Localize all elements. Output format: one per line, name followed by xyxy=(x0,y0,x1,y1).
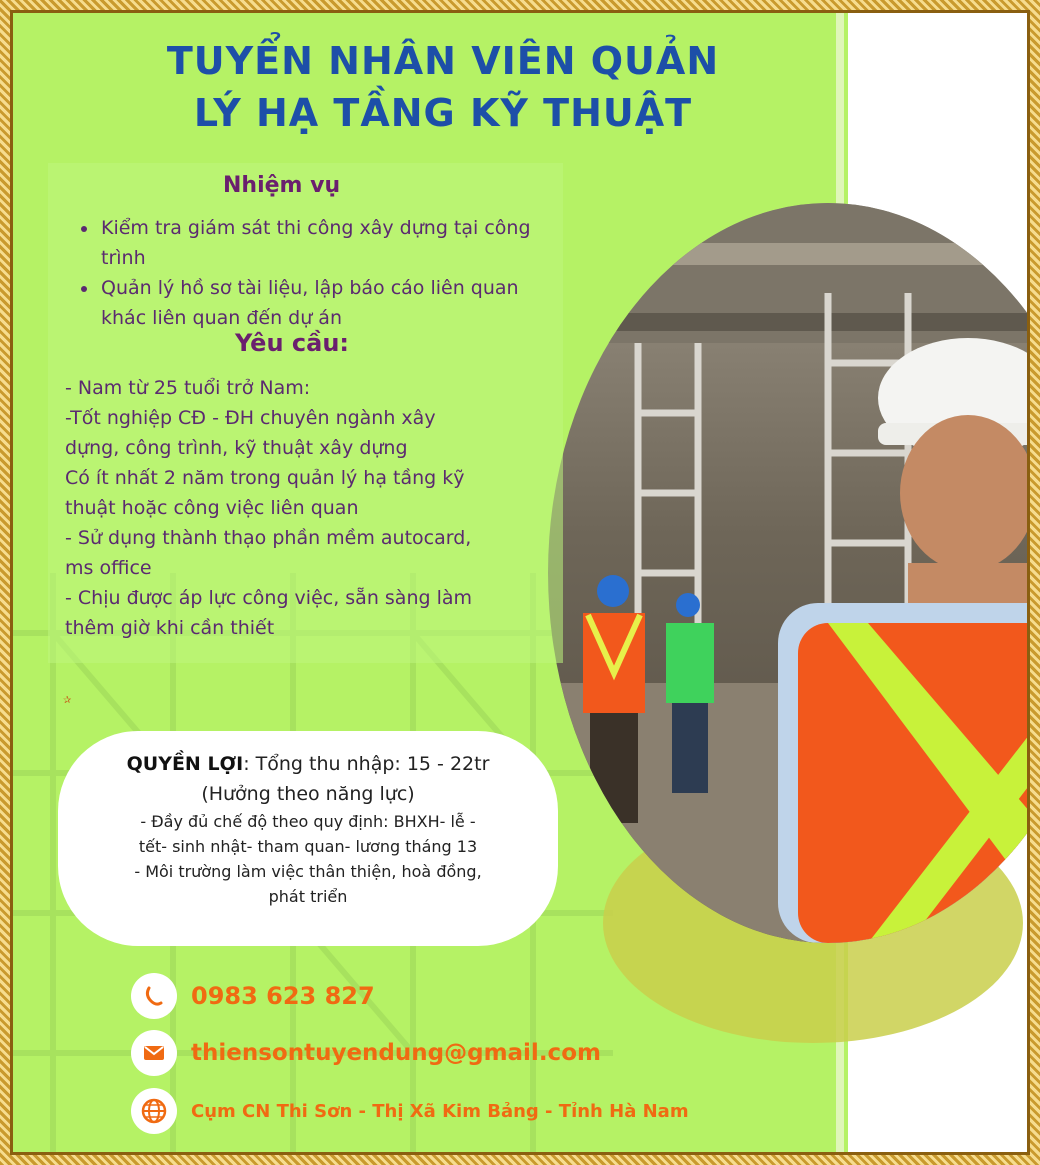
benefits-label: QUYỀN LỢI xyxy=(126,753,244,775)
benefit-line: tết- sinh nhật- tham quan- lương tháng 13 xyxy=(138,837,478,856)
duties-heading: Nhiệm vụ xyxy=(223,173,341,198)
contact-email[interactable]: thiensontuyendung@gmail.com xyxy=(191,1040,601,1066)
requirement-line: - Chịu được áp lực công việc, sẵn sàng làm xyxy=(65,587,473,609)
decorative-mark: ✰ xyxy=(63,695,72,706)
mail-icon xyxy=(131,1030,177,1076)
list-item: Kiểm tra giám sát thi công xây dựng tại công trình xyxy=(73,213,543,273)
contact-phone[interactable]: 0983 623 827 xyxy=(191,982,375,1010)
contact-email-row[interactable] xyxy=(131,1030,601,1076)
benefits-income-note: (Hưởng theo năng lực) xyxy=(201,783,415,805)
benefit-line: - Môi trường làm việc thân thiện, hoà đồng, xyxy=(134,862,482,881)
requirement-line: thuật hoặc công việc liên quan xyxy=(65,497,359,519)
benefit-line: phát triển xyxy=(268,887,348,906)
contact-phone-row[interactable] xyxy=(131,973,375,1019)
requirement-line: Có ít nhất 2 năm trong quản lý hạ tầng kỹ xyxy=(65,467,465,489)
benefits-box xyxy=(58,731,558,946)
poster xyxy=(10,10,1030,1155)
requirement-line: - Sử dụng thành thạo phần mềm autocard, xyxy=(65,527,472,549)
benefits-income xyxy=(58,749,558,779)
page-title xyxy=(113,35,773,139)
requirement-line: ms office xyxy=(65,557,152,579)
benefit-line: - Đầy đủ chế độ theo quy định: BHXH- lễ - xyxy=(140,812,476,831)
phone-icon xyxy=(131,973,177,1019)
benefits-income-text: : Tổng thu nhập: 15 - 22tr xyxy=(243,753,490,775)
contact-address: Cụm CN Thi Sơn - Thị Xã Kim Bảng - Tỉnh Hà Nam xyxy=(191,1100,689,1122)
title-line-1: TUYỂN NHÂN VIÊN QUẢN xyxy=(166,39,720,83)
contact-address-row xyxy=(131,1088,689,1134)
requirement-line: - Nam từ 25 tuổi trở Nam: xyxy=(65,377,311,399)
duties-list xyxy=(73,213,543,333)
requirements-heading: Yêu cầu: xyxy=(235,329,349,357)
globe-icon xyxy=(131,1088,177,1134)
requirement-line: dựng, công trình, kỹ thuật xây dựng xyxy=(65,437,408,459)
list-item: Quản lý hồ sơ tài liệu, lập báo cáo liên quan khác liên quan đến dự án xyxy=(73,273,543,333)
title-line-2: LÝ HẠ TẦNG KỸ THUẬT xyxy=(193,91,693,135)
requirement-line: -Tốt nghiệp CĐ - ĐH chuyên ngành xây xyxy=(65,407,436,429)
requirements-list xyxy=(65,373,545,643)
requirement-line: thêm giờ khi cần thiết xyxy=(65,617,275,639)
